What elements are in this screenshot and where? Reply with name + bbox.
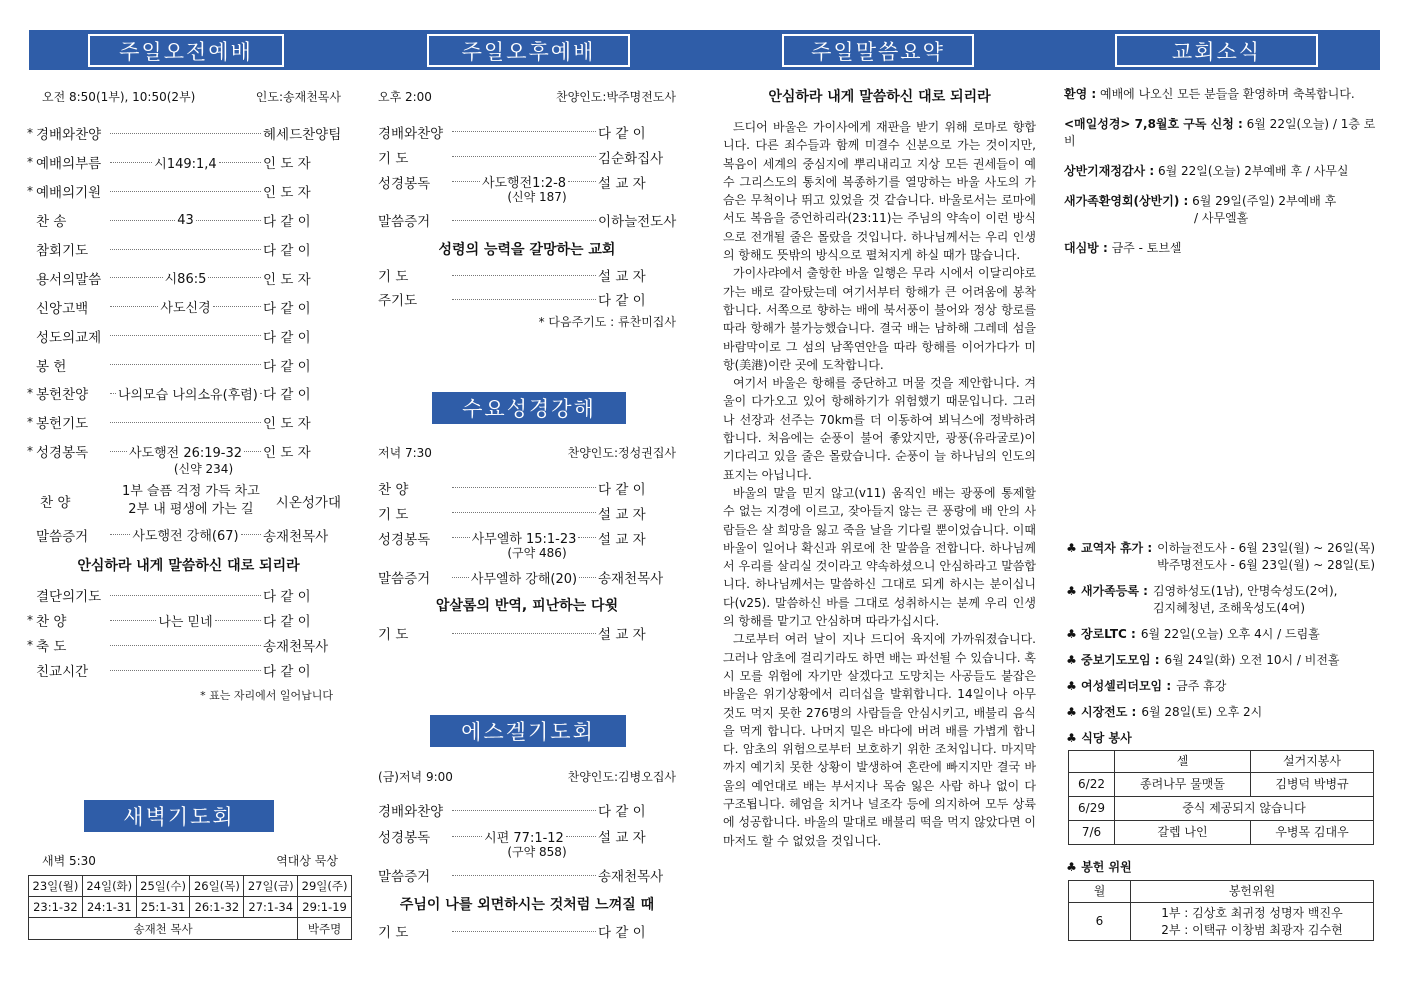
order-person: 헤세드찬양팀: [263, 127, 342, 144]
order-row: [36, 350, 341, 379]
news-bullet: [1066, 583, 1382, 617]
dawn-verse: 23:1-32: [29, 897, 83, 918]
order-row: [378, 823, 676, 849]
order-person: 다 같 이: [598, 481, 646, 498]
dawn-verse: 24:1-31: [82, 897, 136, 918]
order-row: [27, 608, 341, 633]
order-row: [378, 563, 676, 591]
order-detail: [450, 156, 598, 157]
cafe-date: 7/6: [1069, 821, 1115, 845]
dawn-day: 26일(목): [190, 876, 244, 897]
morning-sermon-title: 안심하라 내게 말씀하신 대로 되리라: [77, 557, 300, 574]
order-detail: [450, 875, 598, 876]
header-church-news: 교회소식: [1115, 34, 1318, 67]
order-row: [378, 287, 676, 311]
order-row: [27, 379, 341, 408]
offering-head-members: 봉헌위원: [1131, 881, 1374, 903]
order-row: [378, 144, 676, 169]
order-person: 다 같 이: [263, 589, 311, 606]
order-detail: [108, 384, 263, 403]
hymn-line1: 1부 슬픔 걱정 가득 차고: [121, 483, 260, 499]
order-label: 찬 양: [378, 481, 409, 498]
order-detail: [450, 827, 598, 846]
dawn-time: 새벽 5:30: [42, 854, 96, 868]
order-detail: [450, 220, 598, 221]
order-row: [36, 235, 341, 264]
order-detail-text: 나는 믿네: [158, 614, 213, 630]
summary-paragraph: 바울의 말을 믿지 않고(v11) 움직인 배는 광풍에 통제할 수 없는 지경에 이르고, 잦아들지 않는 큰 풍랑에 배 안의 사람들은 살 희망을 잃고 죽을 날을 기다릴 뿐이었습니다. 이때 바울이 일어나 확신과 위로에 찬 말씀을 전합니다. 하나님께서 우리를 살리실 것이라고 약속하셨으니 안심하라고 말씀합니다. 하나님께서는 말씀하신 그대로 되게 하시는 분이십니다(v25). 말씀하신 바를 그대로 성취하시는 분께 우리 인생의 항해를 맡기고 안심하며 따라가십시다.: [723, 485, 1036, 629]
order-detail: [108, 595, 263, 596]
order-label: 참회기도: [36, 243, 89, 259]
header-morning-worship: 주일오전예배: [88, 34, 284, 67]
summary-paragraph: 가이사랴에서 출항한 바울 일행은 무라 시에서 이달리야로 가는 배로 갈아탔는데 여기서부터 항해가 큰 어려움에 봉착합니다. 서쪽으로 향하는 배에 북서풍이 불어와 정상 항로를 따라 항해가 불가능했습니다. 결국 배는 남하해 그레데 섬을 바람막이로 그 섬의 남쪽연안을 따라 항해를 이어가다가 미항(美港)이란 곳에 도착합니다.: [723, 266, 1036, 372]
dawn-day: 25일(수): [136, 876, 190, 897]
order-label: 말씀증거: [378, 869, 431, 885]
order-row: [36, 292, 341, 321]
news-bullet-text: 박주명전도사 - 6월 23일(월) ~ 28일(토): [1157, 558, 1375, 572]
order-label: 축 도: [36, 639, 67, 656]
order-label: 기 도: [378, 925, 409, 941]
order-detail: [108, 249, 263, 250]
order-label: 성도의교제: [36, 329, 102, 346]
news-bullet: [1066, 540, 1382, 574]
order-row: [36, 658, 341, 683]
offering-table: [1068, 880, 1374, 941]
dawn-verse: 26:1-32: [190, 897, 244, 918]
offering-head-month: 월: [1069, 881, 1131, 903]
order-row: [36, 521, 341, 549]
order-detail: [108, 297, 263, 316]
news-bible: <매일성경> 7,8월호 구독 신청 : 6월 22일(오늘) / 1층 로비: [1064, 117, 1376, 148]
order-person: 다 같 이: [598, 293, 646, 309]
dawn-day: 23일(월): [29, 876, 83, 897]
order-person: 인 도 자: [263, 445, 311, 462]
summary-paragraph: 여기서 바울은 항해를 중단하고 머물 것을 제안합니다. 겨울이 다가오고 있어 항해하기가 위험했기 때문입니다. 그러나 선장과 선주는 70km를 더 이동하여 뵈닉스에 정박하려 합니다. 처음에는 순풍이 불어 좋았지만, 광풍(유라굴로)이 기다리고 있을 줄은 몰랐습니다. 순풍이 늘 하나님의 인도의 표지는 아닙니다.: [723, 376, 1036, 482]
order-person: 다 같 이: [598, 125, 646, 142]
order-detail: [450, 487, 598, 488]
order-detail: [108, 442, 263, 461]
order-row: [27, 177, 341, 206]
news-bullet-label: 중보기도모임 :: [1081, 653, 1160, 667]
dawn-day: 27일(금): [244, 876, 298, 897]
order-detail-text: 시149:1,4: [154, 156, 217, 172]
wednesday-section: [378, 444, 676, 647]
order-row: [27, 119, 342, 148]
order-row: [378, 619, 676, 647]
order-person: 설 교 자: [598, 531, 646, 548]
order-detail-text: 사도행전1:2-8: [481, 176, 567, 191]
order-person: 송재천목사: [598, 571, 664, 587]
offering-month: 6: [1069, 903, 1131, 941]
cafe-dish: 우병목 김대우: [1251, 821, 1374, 845]
afternoon-sermon-title: 성령의 능력을 갈망하는 교회: [438, 242, 616, 258]
news-bullet-text: 6월 22일(오늘) 오후 4시 / 드림홀: [1140, 627, 1320, 641]
ezekiel-time: (금)저녁 9:00: [378, 770, 453, 784]
news-newfamily: 새가족환영회(상반기) : 6월 29일(주일) 2부예배 후 / 사무엘홀: [1064, 194, 1337, 225]
order-person: 인 도 자: [263, 185, 311, 202]
news-visitation: 대심방 : 금주 - 토브셀: [1064, 241, 1182, 255]
order-label: 성경봉독: [378, 175, 431, 192]
summary-title: 안심하라 내게 말씀하신 대로 되리라: [768, 89, 991, 105]
cafe-cell: 갈렙 나인: [1115, 821, 1251, 845]
order-detail: [108, 645, 263, 646]
header-afternoon-worship: 주일오후예배: [427, 34, 630, 67]
club-icon: ♣: [1066, 541, 1077, 555]
order-label: 결단의기도: [36, 589, 102, 606]
dawn-day: 24일(화): [82, 876, 136, 897]
news-bullet-label: 시장전도 :: [1081, 705, 1137, 719]
order-label: 봉헌찬양: [36, 387, 89, 404]
order-row: [36, 206, 341, 235]
order-detail: [108, 268, 263, 287]
order-row: [378, 169, 676, 194]
wednesday-leader: 찬양인도:정성권집사: [567, 446, 676, 460]
order-person: 다 같 이: [263, 358, 311, 375]
order-label: 말씀증거: [36, 528, 89, 545]
order-person: 설 교 자: [598, 506, 646, 523]
afternoon-leader: 찬양인도:박주명전도사: [556, 90, 676, 104]
afternoon-scripture-sub: (신약 187): [507, 190, 567, 204]
hymn-choir: 시온성가대: [275, 494, 341, 511]
order-label: 찬 송: [36, 214, 67, 231]
order-detail: [108, 213, 263, 228]
morning-worship-section: [27, 88, 342, 703]
ezekiel-leader: 찬양인도:김병오집사: [567, 770, 676, 784]
order-detail: [450, 512, 598, 513]
club-icon: ♣: [1066, 731, 1077, 745]
header-ezekiel-prayer: 에스겔기도회: [430, 715, 626, 747]
order-person: 다 같 이: [263, 300, 311, 317]
star-mark: *: [27, 638, 33, 653]
star-mark: *: [27, 613, 33, 628]
order-detail: [450, 299, 598, 300]
dawn-schedule-table: [28, 875, 352, 940]
cafe-head-dish: 설거지봉사: [1251, 751, 1374, 773]
order-label: 경배와찬양: [36, 127, 102, 144]
wednesday-sermon-title: 압살롬의 반역, 피난하는 다윗: [435, 598, 619, 614]
order-detail: [108, 611, 263, 630]
order-row: [36, 321, 341, 350]
club-icon: ♣: [1066, 627, 1077, 641]
order-person: 송재천목사: [263, 639, 329, 656]
cafe-cell: 중식 제공되지 않습니다: [1115, 797, 1374, 821]
news-bullet-text: 금주 휴강: [1176, 679, 1227, 693]
news-bullet-label: 새가족등록 :: [1081, 584, 1148, 598]
order-row: [378, 797, 676, 823]
order-person: 송재천목사: [598, 869, 664, 885]
afternoon-worship-section: [378, 88, 676, 330]
hymn-label: 찬 양: [40, 494, 71, 511]
afternoon-time: 오후 2:00: [378, 90, 432, 104]
order-person: 이하늘전도사: [598, 214, 677, 230]
order-detail: [108, 364, 263, 365]
summary-paragraph: 그로부터 여러 날이 지나 드디어 육지에 가까워졌습니다. 그러나 암초에 걸리기라도 하면 배는 파선될 수 있습니다. 혹시 모를 위험에 자기만 살겠다고 도망치는 사공들도 붙잡은 바울은 위기상황에서 리더십을 발휘합니다. 14일이나 아무것도 먹지 못한 276명의 사람들을 안심시키고, 배불리 음식을 먹게 합니다. 나머지 밀은 바다에 버려 배를 가볍게 합니다. 암초의 위험으로부터 보호하기 위한 조처입니다. 마지막까지 예기치 못한 상황이 발생하여 혼란에 빠지지만 결국 바울의 예언대로 배는 부서지나 목숨 잃은 사람 하나 없이 다 구조됩니다. 헤엄을 치거나 널조각 등에 의지하여 모두 상륙에 성공합니다. 바울의 말대로 배불리 떡을 먹지 않았다면 이마저도 할 수 없었을 것입니다.: [723, 632, 1036, 848]
order-label: 말씀증거: [378, 214, 431, 230]
order-row: [27, 148, 341, 177]
club-icon: ♣: [1066, 679, 1077, 693]
order-label: 예배의부름: [36, 156, 102, 173]
order-label: 경배와찬양: [378, 125, 444, 142]
header-sermon-summary: 주일말씀요약: [782, 34, 974, 67]
church-news-bullets: [1066, 540, 1382, 941]
order-detail: [108, 153, 263, 172]
news-bullet-text: 이하늘전도사 - 6월 23일(월) ~ 26일(목): [1157, 541, 1375, 555]
order-row: [378, 918, 676, 944]
dawn-leader-2: 박주명: [298, 918, 352, 940]
order-person: 인 도 자: [263, 156, 311, 173]
morning-scripture-sub: (신약 234): [173, 461, 234, 476]
order-label: 성경봉독: [378, 830, 431, 846]
order-person: 다 같 이: [263, 664, 311, 681]
order-label: 경배와찬양: [378, 804, 444, 820]
order-label: 찬 양: [36, 614, 67, 631]
order-detail-text: 사무엘하 15:1-23: [471, 532, 577, 547]
news-bullet-text: 6월 24일(화) 오전 10시 / 비전홀: [1164, 653, 1340, 667]
order-detail: [108, 525, 263, 544]
offering-line2: 2부 : 이택규 이창범 최광자 김수현: [1161, 922, 1343, 937]
order-detail-text: 시86:5: [164, 272, 207, 288]
ezekiel-scripture-sub: (구약 858): [507, 845, 567, 859]
order-row: [378, 525, 676, 550]
order-row: [378, 263, 676, 287]
order-detail: [450, 172, 598, 191]
order-label: 성경봉독: [378, 531, 431, 548]
order-person: 다 같 이: [598, 925, 646, 941]
order-row: [27, 437, 341, 466]
order-label: 친교시간: [36, 664, 89, 681]
news-bullet-text: 김영하성도(1남), 안명숙성도(2여),: [1152, 584, 1338, 598]
star-mark: *: [27, 184, 33, 199]
order-person: 설 교 자: [598, 175, 646, 192]
dawn-prayer-section: [28, 852, 352, 940]
order-label: 성경봉독: [36, 445, 89, 462]
order-detail: [108, 422, 263, 423]
order-detail: [450, 568, 598, 587]
order-detail: [450, 131, 598, 132]
cafe-date: 6/22: [1069, 773, 1115, 797]
order-person: 다 같 이: [263, 214, 311, 231]
order-row: [378, 475, 676, 500]
news-bullet-label: 여성셀리더모임 :: [1081, 679, 1172, 693]
header-wednesday-bible: 수요성경강해: [432, 392, 626, 424]
sermon-summary-section: [723, 86, 1036, 850]
order-row: [36, 583, 341, 608]
order-person: 다 같 이: [263, 614, 311, 631]
cafe-table: [1068, 750, 1374, 845]
offering-line1: 1부 : 김상호 최귀정 성명자 백진우: [1161, 905, 1343, 920]
order-detail-text: 사도신경: [160, 301, 211, 317]
offering-title: ♣ 봉헌 위원: [1066, 860, 1132, 874]
club-icon: ♣: [1066, 584, 1077, 598]
dawn-book: 역대상 묵상: [276, 854, 338, 868]
morning-hymn-row: [36, 481, 341, 521]
ezekiel-sermon-title: 주님이 나를 외면하시는 것처럼 느껴질 때: [399, 897, 655, 913]
order-row: [378, 207, 676, 233]
star-mark: *: [27, 155, 33, 170]
order-detail: [450, 633, 598, 634]
news-finance: 상반기재정감사 : 6월 22일(오늘) 2부예배 후 / 사무실: [1064, 164, 1349, 178]
order-row: [378, 500, 676, 525]
order-person: 다 같 이: [263, 243, 311, 259]
order-detail-text: 사도행전 강해(67): [132, 529, 239, 545]
star-mark: *: [27, 444, 33, 459]
order-label: 기 도: [378, 269, 409, 285]
order-person: 김순화집사: [598, 150, 664, 167]
star-mark: *: [27, 126, 33, 141]
order-row: [27, 408, 341, 437]
order-detail: [108, 335, 263, 336]
dawn-verse: 25:1-31: [136, 897, 190, 918]
order-detail: [450, 528, 598, 547]
order-detail-text: 사무엘하 강해(20): [470, 571, 578, 587]
cafe-head-cell: 셀: [1115, 751, 1251, 773]
news-bullet-text: 6월 28일(토) 오후 2시: [1141, 705, 1263, 719]
order-label: 말씀증거: [378, 571, 431, 587]
order-row: [36, 263, 341, 292]
order-detail-text: 사도행전 26:19-32: [128, 445, 243, 461]
order-label: 기 도: [378, 627, 409, 643]
order-row: [378, 119, 676, 144]
dawn-day: 29일(주): [298, 876, 352, 897]
morning-time: 오전 8:50(1부), 10:50(2부): [42, 90, 196, 104]
order-label: 주기도: [378, 293, 418, 309]
news-welcome: 환영 : 예배에 나오신 모든 분들을 환영하며 축복합니다.: [1064, 87, 1355, 101]
ezekiel-section: [378, 768, 676, 944]
order-person: 송재천목사: [263, 528, 329, 545]
order-label: 기 도: [378, 150, 409, 167]
order-person: 다 같 이: [263, 329, 311, 346]
news-bullet: [1066, 652, 1382, 669]
club-icon: ♣: [1066, 653, 1077, 667]
morning-note: * 표는 자리에서 일어납니다: [200, 688, 333, 702]
dawn-verse: 27:1-34: [244, 897, 298, 918]
order-person: 인 도 자: [263, 271, 311, 288]
order-person: 인 도 자: [263, 416, 311, 433]
news-bullet-label: 교역자 휴가 :: [1081, 541, 1153, 555]
order-detail-text: 나의모습 나의소유(후렴): [118, 387, 258, 403]
news-bullet: [1066, 704, 1382, 721]
cafe-dish: 김병덕 박병규: [1251, 773, 1374, 797]
order-detail: [108, 133, 263, 134]
order-detail: [108, 191, 263, 192]
order-label: 예배의기원: [36, 185, 102, 202]
order-detail: [450, 931, 598, 932]
order-person: 다 같 이: [598, 804, 646, 820]
star-mark: *: [27, 415, 33, 430]
order-label: 용서의말씀: [36, 271, 102, 288]
order-detail-text: 시편 77:1-12: [484, 830, 564, 846]
order-label: 봉 헌: [36, 358, 67, 375]
order-row: [378, 862, 676, 888]
dawn-verse: 29:1-19: [298, 897, 352, 918]
club-icon: ♣: [1066, 860, 1077, 874]
news-bullet: [1066, 626, 1382, 643]
order-row: [27, 633, 341, 658]
news-bullet: [1066, 678, 1382, 695]
morning-leader: 인도:송재천목사: [255, 90, 341, 104]
news-bullet-text: 김지혜청년, 조해욱성도(4여): [1152, 601, 1306, 615]
wednesday-scripture-sub: (구약 486): [507, 546, 567, 560]
header-dawn-prayer: 새벽기도회: [84, 800, 274, 832]
order-label: 신앙고백: [36, 300, 89, 317]
cafe-title: ♣ 식당 봉사: [1066, 731, 1132, 745]
hymn-line2: 2부 내 평생에 가는 길: [128, 501, 254, 517]
cafe-cell: 종려나무 물맷돌: [1115, 773, 1251, 797]
wednesday-time: 저녁 7:30: [378, 446, 432, 460]
order-person: 설 교 자: [598, 627, 646, 643]
order-detail: [450, 810, 598, 811]
church-news-section: [1064, 86, 1380, 257]
order-detail-text: 43: [177, 212, 194, 228]
order-detail: [450, 275, 598, 276]
club-icon: ♣: [1066, 705, 1077, 719]
order-detail: [108, 670, 263, 671]
order-person: 다 같 이: [263, 387, 311, 404]
summary-paragraph: 드디어 바울은 가이사에게 재판을 받기 위해 로마로 향합니다. 다른 죄수들과 함께 미결수 신분으로 가는 것이지만, 복음이 세계의 중심지에 뿌리내리고 지상 모든 권세들이 예수 그리스도의 통치에 복종하기를 열망하는 바울 사도의 가슴은 무척이나 뛰고 있었을 것 같습니다. 바울로서는 로마에서도 복음을 증언하리라(23:11)는 주님의 약속이 이런 방식으로 전개될 줄은 몰랐을 것입니다. 하나님께서는 우리 인생의 항해도 뜻밖의 방식으로 펼쳐지게 하실 때가 많습니다.: [723, 120, 1036, 263]
news-bullet-label: 장로LTC :: [1081, 627, 1136, 641]
dawn-leader-1: 송재천 목사: [29, 918, 298, 940]
order-person: 설 교 자: [598, 269, 646, 285]
order-label: 봉헌기도: [36, 416, 89, 433]
order-label: 기 도: [378, 506, 409, 523]
order-person: 설 교 자: [598, 830, 646, 846]
cafe-date: 6/29: [1069, 797, 1115, 821]
afternoon-note: * 다음주기도 : 류찬미집사: [538, 315, 676, 329]
star-mark: *: [27, 386, 33, 401]
